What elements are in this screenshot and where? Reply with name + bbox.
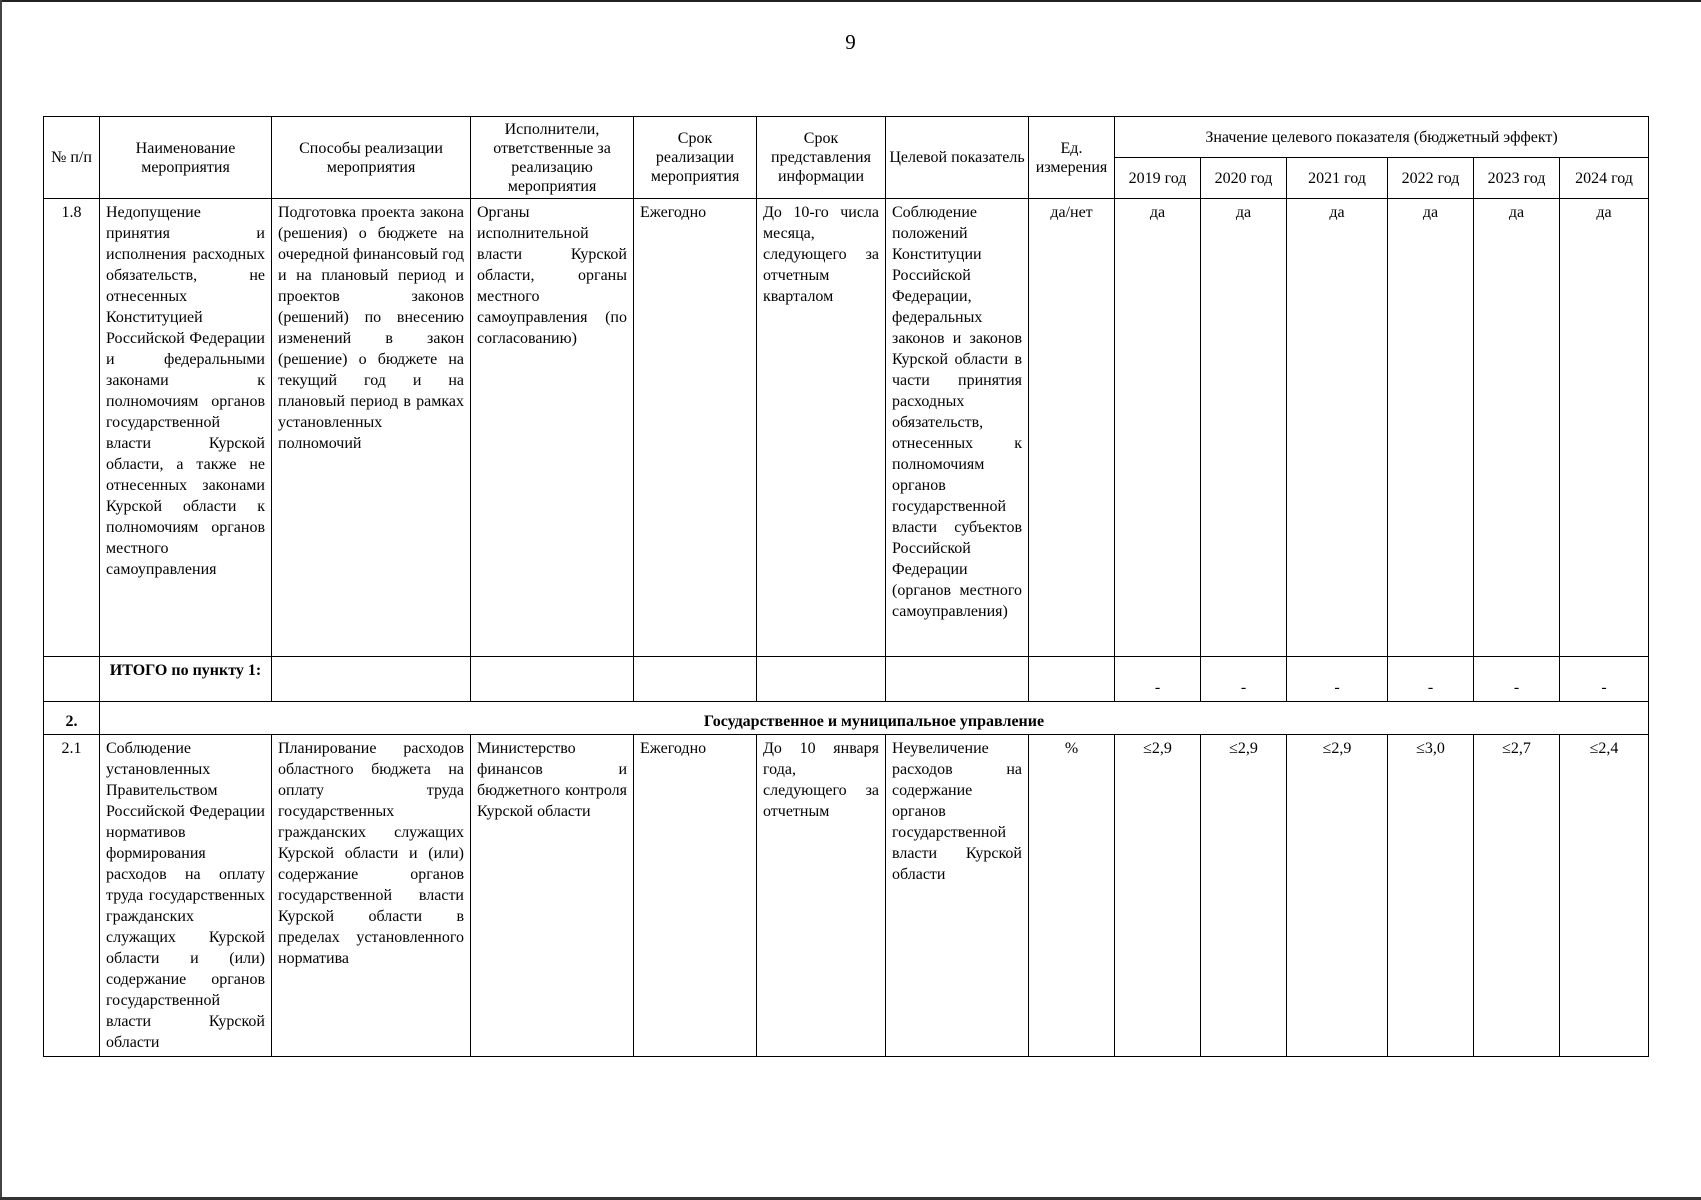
row-num: 1.8 [44,199,100,657]
total-value: - [1388,657,1474,702]
header-name: Наименование мероприятия [100,117,272,199]
header-year: 2019 год [1115,158,1201,199]
measure-name: Недопущение принятия и исполнения расходных обязательств, не отнесенных Конституцией Российской Федерации и федеральными законами к полномочиям органов государственной власти Курской области, а также не отнесенных законами Курской области к полномочиям органов местного самоуправления [100,199,272,657]
measure-unit: да/нет [1029,199,1115,657]
table-row [44,199,1649,657]
section-title: Государственное и муниципальное управление [100,702,1649,735]
total-value: - [1115,657,1201,702]
header-value-group: Значение целевого показателя (бюджетный эффект) [1115,117,1649,158]
total-row [44,657,1649,702]
header-info-term: Срок представления информации [757,117,886,199]
value-cell: да [1560,199,1649,657]
value-cell: ≤2,7 [1474,735,1560,1057]
measure-unit: % [1029,735,1115,1057]
measure-name: Соблюдение установленных Правительством Российской Федерации нормативов формирования расходов на оплату труда государственных гражданских служащих Курской области и (или) содержание органов государственной власти Курской области [100,735,272,1057]
value-cell: да [1287,199,1388,657]
value-cell: ≤3,0 [1388,735,1474,1057]
value-cell: да [1201,199,1287,657]
measure-target: Соблюдение положений Конституции Российской Федерации, федеральных законов и законов Курской области в части принятия расходных обязательств, отнесенных к полномочиям органов государственной власти субъектов Российской Федерации (органов местного самоуправления) [886,199,1029,657]
total-value: - [1474,657,1560,702]
header-target: Целевой показатель [886,117,1029,199]
measures-table [43,116,1649,1057]
value-cell: ≤2,9 [1115,735,1201,1057]
measure-methods: Планирование расходов областного бюджета на оплату труда государственных гражданских служащих Курской области и (или) содержание органов государственной власти Курской области в пределах установленного норматива [272,735,471,1057]
total-value: - [1287,657,1388,702]
empty-cell [757,657,886,702]
header-year: 2020 год [1201,158,1287,199]
total-value: - [1560,657,1649,702]
value-cell: ≤2,9 [1201,735,1287,1057]
scan-edge-top [0,0,1701,2]
empty-cell [1029,657,1115,702]
value-cell: ≤2,4 [1560,735,1649,1057]
header-term: Срок реализации мероприятия [634,117,757,199]
total-label: ИТОГО по пункту 1: [100,657,272,702]
measure-term: Ежегодно [634,735,757,1057]
header-methods: Способы реализации мероприятия [272,117,471,199]
table-row [44,735,1649,1057]
measure-term: Ежегодно [634,199,757,657]
measure-methods: Подготовка проекта закона (решения) о бюджете на очередной финансовый год и на плановый период и проектов законов (решений) по внесению изменений в закон (решение) о бюджете на текущий год и на плановый период в рамках установленных полномочий [272,199,471,657]
measure-info-term: До 10 января года, следующего за отчетным [757,735,886,1057]
header-num: № п/п [44,117,100,199]
total-value: - [1201,657,1287,702]
header-unit: Ед. измерения [1029,117,1115,199]
value-cell: да [1388,199,1474,657]
measure-executors: Министерство финансов и бюджетного контроля Курской области [471,735,634,1057]
section-row [44,702,1649,735]
empty-cell [886,657,1029,702]
header-year: 2024 год [1560,158,1649,199]
table-header [44,117,1649,199]
page-number: 9 [845,30,856,54]
section-num: 2. [44,702,100,735]
empty-cell [471,657,634,702]
empty-cell [44,657,100,702]
measure-target: Неувеличение расходов на содержание органов государственной власти Курской области [886,735,1029,1057]
value-cell: да [1474,199,1560,657]
header-year: 2021 год [1287,158,1388,199]
value-cell: да [1115,199,1201,657]
row-num: 2.1 [44,735,100,1057]
scan-edge-left [0,0,2,1200]
header-year: 2022 год [1388,158,1474,199]
header-year: 2023 год [1474,158,1560,199]
measure-info-term: До 10-го числа месяца, следующего за отчетным кварталом [757,199,886,657]
empty-cell [272,657,471,702]
header-executors: Исполнители, ответственные за реализацию мероприятия [471,117,634,199]
value-cell: ≤2,9 [1287,735,1388,1057]
empty-cell [634,657,757,702]
measure-executors: Органы исполнительной власти Курской области, органы местного самоуправления (по согласованию) [471,199,634,657]
